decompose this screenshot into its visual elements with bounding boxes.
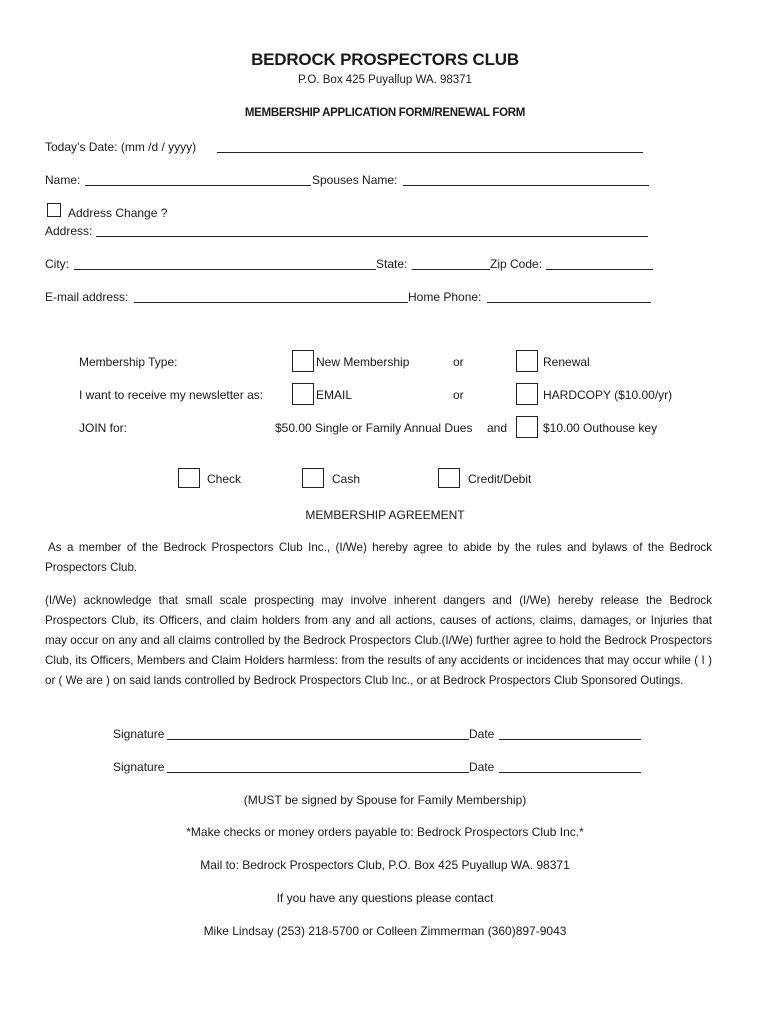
city-label: City:: [45, 257, 69, 271]
signature-label-1: Signature: [113, 727, 165, 741]
club-address: P.O. Box 425 Puyallup WA. 98371: [298, 74, 472, 86]
membership-type-label: Membership Type:: [79, 355, 178, 369]
form-subtitle: MEMBERSHIP APPLICATION FORM/RENEWAL FORM: [244, 107, 526, 119]
new-membership-checkbox[interactable]: [292, 350, 314, 372]
form-title: BEDROCK PROSPECTORS CLUB: [251, 50, 519, 69]
date-field-2[interactable]: [499, 772, 641, 773]
or-text: or: [453, 355, 464, 369]
signature-label-2: Signature: [113, 760, 165, 774]
spouses-name-label: Spouses Name:: [312, 173, 398, 187]
credit-debit-checkbox[interactable]: [438, 468, 460, 488]
agreement-paragraph-2: (I/We) acknowledge that small scale prospecting may involve inherent dangers and (I/We) hereby release the Bedrock Prospectors Club, its Officers, and claim holders from any and all actions, causes of actions, claims, damages, or Injuries that may occur on any and all claims controlled by the Bedrock Prospectors Club.(I/We) further agree to hold the Bedrock Prospectors Club, its Officers, Members and Claim Holders harmless: from the results of any accidents or incidences that may occur while ( I ) or ( We are ) on said lands controlled by Bedrock Prospectors Club Inc., or at Bedrock Prospectors Club Sponsored Outings.: [45, 594, 712, 687]
cash-checkbox[interactable]: [302, 468, 324, 488]
spouses-name-field[interactable]: [403, 185, 649, 186]
agreement-heading: MEMBERSHIP AGREEMENT: [305, 508, 465, 522]
city-field[interactable]: [74, 269, 376, 270]
address-field[interactable]: [96, 236, 648, 237]
date-label-2: Date: [469, 760, 495, 774]
outhouse-key-checkbox[interactable]: [516, 416, 538, 438]
annual-dues-text: $50.00 Single or Family Annual Dues: [275, 421, 473, 435]
check-checkbox[interactable]: [178, 468, 200, 488]
signature-field-1[interactable]: [167, 739, 469, 740]
renewal-checkbox[interactable]: [516, 350, 538, 372]
hardcopy-checkbox[interactable]: [516, 383, 538, 405]
new-membership-label: New Membership: [316, 355, 410, 369]
agreement-paragraph-1: As a member of the Bedrock Prospectors Club Inc., (I/We) hereby agree to abide by the rules and bylaws of the Bedrock Prospectors Club.: [45, 541, 712, 574]
renewal-label: Renewal: [543, 355, 590, 369]
zip-label: Zip Code:: [490, 257, 543, 271]
cash-label: Cash: [332, 472, 361, 486]
payable-note: *Make checks or money orders payable to: Bedrock Prospectors Club Inc.*: [186, 825, 584, 839]
signature-field-2[interactable]: [167, 772, 469, 773]
spouse-signature-note: (MUST be signed by Spouse for Family Membership): [243, 793, 527, 807]
address-label: Address:: [45, 224, 93, 238]
date-field-1[interactable]: [499, 739, 641, 740]
check-label: Check: [207, 472, 242, 486]
address-change-checkbox[interactable]: [47, 203, 61, 217]
questions-text: If you have any questions please contact: [276, 891, 494, 905]
home-phone-field[interactable]: [487, 302, 651, 303]
or-text: or: [453, 388, 464, 402]
join-for-label: JOIN for:: [79, 421, 128, 435]
outhouse-key-label: $10.00 Outhouse key: [543, 421, 658, 435]
address-change-label: Address Change ?: [68, 206, 168, 220]
todays-date-field[interactable]: [217, 152, 643, 153]
newsletter-label: I want to receive my newsletter as:: [79, 388, 264, 402]
email-label: E-mail address:: [45, 290, 129, 304]
state-field[interactable]: [412, 269, 490, 270]
zip-field[interactable]: [546, 269, 653, 270]
state-label: State:: [376, 257, 408, 271]
name-field[interactable]: [85, 185, 311, 186]
email-option-label: EMAIL: [316, 388, 353, 402]
contact-info: Mike Lindsay (253) 218-5700 or Colleen Zimmerman (360)897-9043: [203, 924, 567, 938]
todays-date-label: Today’s Date: (mm /d / yyyy): [45, 140, 197, 154]
email-newsletter-checkbox[interactable]: [292, 383, 314, 405]
and-text: and: [487, 421, 508, 435]
date-label-1: Date: [469, 727, 495, 741]
name-label: Name:: [45, 173, 81, 187]
hardcopy-option-label: HARDCOPY ($10.00/yr): [543, 388, 673, 402]
credit-debit-label: Credit/Debit: [468, 472, 532, 486]
email-field[interactable]: [134, 302, 408, 303]
mail-to-address: Mail to: Bedrock Prospectors Club, P.O. Box 425 Puyallup WA. 98371: [200, 858, 570, 872]
home-phone-label: Home Phone:: [408, 290, 482, 304]
